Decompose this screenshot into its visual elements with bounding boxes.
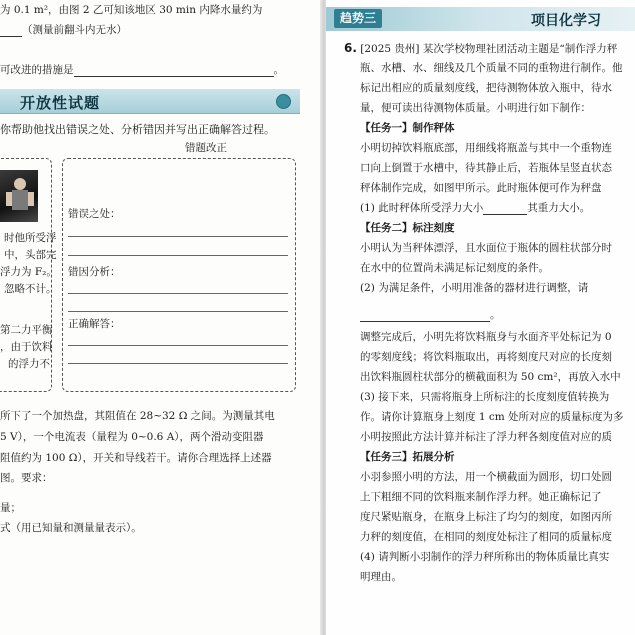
task1-line-1: 小明切掉饮料瓶底部，用细线将瓶盖与其中一个重物连: [360, 142, 612, 154]
improve-text: 可改进的措施是: [0, 64, 74, 76]
bottom-line-1: 所下了一个加热盘，其阻值在 28~32 Ω 之间。为测量其电: [0, 410, 275, 422]
error-answer-line-2[interactable]: [68, 255, 288, 256]
sub1-line: [360, 202, 590, 215]
banner-dot-icon: [276, 94, 291, 109]
task2-blank[interactable]: [360, 311, 490, 322]
task2-end: 。: [490, 309, 501, 321]
box-line-4: 忽略不计。: [4, 283, 57, 295]
swimmer-photo: [0, 170, 38, 222]
bottom-line-2: 5 V），一个电流表（量程为 0~0.6 A），两个滑动变阻器: [0, 431, 264, 443]
task1-line-3: 秤体制作完成，如图甲所示。此时瓶体便可作为秤盘: [360, 182, 602, 194]
bottom-line-6: 式（用已知量和测量量表示）。: [0, 522, 142, 534]
improve-end: 。: [273, 64, 284, 76]
section-title: 开放性试题: [20, 94, 101, 112]
swimmer-figure-icon: [0, 170, 38, 222]
task3-heading: 【任务三】拓展分析: [360, 451, 455, 463]
answer-blank[interactable]: [0, 26, 22, 37]
box-line-6: ，由于饮料: [0, 341, 53, 353]
box-line-1: 时他所受浮: [4, 232, 57, 244]
question-number: 6.: [344, 41, 357, 55]
task2-more-2: 的零刻度线；将饮料瓶取出，再将刻度尺对应的长度刻: [360, 351, 612, 363]
cause-answer-line[interactable]: [68, 293, 288, 294]
question-line-3: 标记出相应的质量刻度线，把待测物体放入瓶中，待水: [360, 82, 612, 94]
sub1-text: (1) 此时秤体所受浮力大小: [360, 202, 484, 214]
improve-blank[interactable]: [74, 66, 274, 77]
error-answer-line[interactable]: [68, 236, 288, 237]
task2-answer: [360, 309, 501, 322]
trend-title: 项目化学习: [531, 13, 601, 29]
solution-answer-line-2[interactable]: [68, 363, 288, 364]
task3-line-5: (4) 请判断小羽制作的浮力秤所称出的物体质量比真实: [360, 551, 610, 563]
task1-line-2: 口向上倒置于水槽中，待其静止后，若瓶体呈竖直状态: [360, 162, 612, 174]
task3-line-2: 上下粗细不同的饮料瓶来制作浮力秤。她正确标记了: [360, 491, 602, 503]
bottom-line-3: 阻值约为 100 Ω），开关和导线若干。请你合理选择上述器: [0, 452, 272, 464]
box-line-3: 浮力为 F₂。: [0, 266, 57, 278]
task3-line-1: 小羽参照小明的方法，用一个横截面为圆形，切口处圆: [360, 471, 612, 483]
question-line-1-text: [2025 贵州] 某次学校物理社团活动主题是“制作浮力秤: [360, 43, 618, 55]
task2-line-1: 小明认为当秤体漂浮，且水面位于瓶体的圆柱状部分时: [360, 242, 612, 254]
task2-line-2: 在水中的位置尚未满足标记刻度的条件。: [360, 262, 549, 274]
question-line-1: [344, 42, 617, 56]
box-line-7: 的浮力不: [8, 358, 50, 370]
left-text-line-2: [0, 24, 127, 37]
task2-more-6: 小明按照此方法计算并标注了浮力秤各刻度值对应的质: [360, 431, 612, 443]
bottom-line-4: 图。要求：: [0, 472, 53, 484]
trend-banner: [326, 7, 635, 31]
task2-heading: 【任务二】标注刻度: [360, 222, 455, 234]
solution-label: 正确解答：: [68, 318, 121, 330]
task2-more-5: 作。请你计算瓶身上刻度 1 cm 处所对应的质量标度为多: [360, 411, 624, 423]
task2-more-3: 出饮料瓶圆柱状部分的横截面积为 50 cm²，再放入水中: [360, 371, 621, 383]
task3-line-4: 力秤的刻度值，在相同的刻度处标注了相同的质量标度: [360, 531, 612, 543]
error-label: 错误之处：: [68, 208, 121, 220]
box-line-5: 第二力平衡: [0, 324, 53, 336]
task3-line-3: 度尺紧贴瓶身，在瓶身上标注了均匀的刻度，如图丙所: [360, 511, 612, 523]
section-prompt: 你帮助他找出错误之处、分析错因并写出正确解答过程。: [0, 123, 275, 136]
question-line-4: 量，便可读出待测物体质量。小明进行如下制作：: [360, 102, 591, 114]
question-line-2: 瓶、水槽、水、细线及几个质量不同的重物进行制作。他: [360, 62, 623, 74]
trend-tag: 趋势三: [334, 9, 382, 28]
box-title: 错题改正: [185, 142, 227, 154]
task3-line-6: 明理由。: [360, 571, 402, 583]
task2-line-3: (2) 为满足条件，小明用准备的器材进行调整，请: [360, 282, 589, 294]
improve-line: [0, 64, 284, 77]
bottom-line-5: 量；: [0, 502, 21, 514]
task2-more-4: (3) 接下来，只需将瓶身上所标注的长度刻度值转换为: [360, 391, 610, 403]
cause-answer-line-2[interactable]: [68, 311, 288, 312]
left-text-line-1: 为 0.1 m²，由图 2 乙可知该地区 30 min 内降水量约为: [0, 4, 263, 16]
section-banner: [0, 89, 300, 114]
task1-heading: 【任务一】制作秤体: [360, 122, 455, 134]
sub1-blank[interactable]: [483, 204, 527, 215]
right-page: [326, 0, 635, 635]
box-line-2: 中，头部完: [4, 249, 57, 261]
task2-more-1: 调整完成后，小明先将饮料瓶身与水面齐平处标记为 0: [360, 331, 612, 343]
cause-label: 错因分析：: [68, 266, 121, 278]
sub1-end: 其重力大小。: [527, 202, 591, 214]
left-text-line-2-text: （测量前翻斗内无水）: [22, 24, 127, 36]
solution-answer-line[interactable]: [68, 345, 288, 346]
